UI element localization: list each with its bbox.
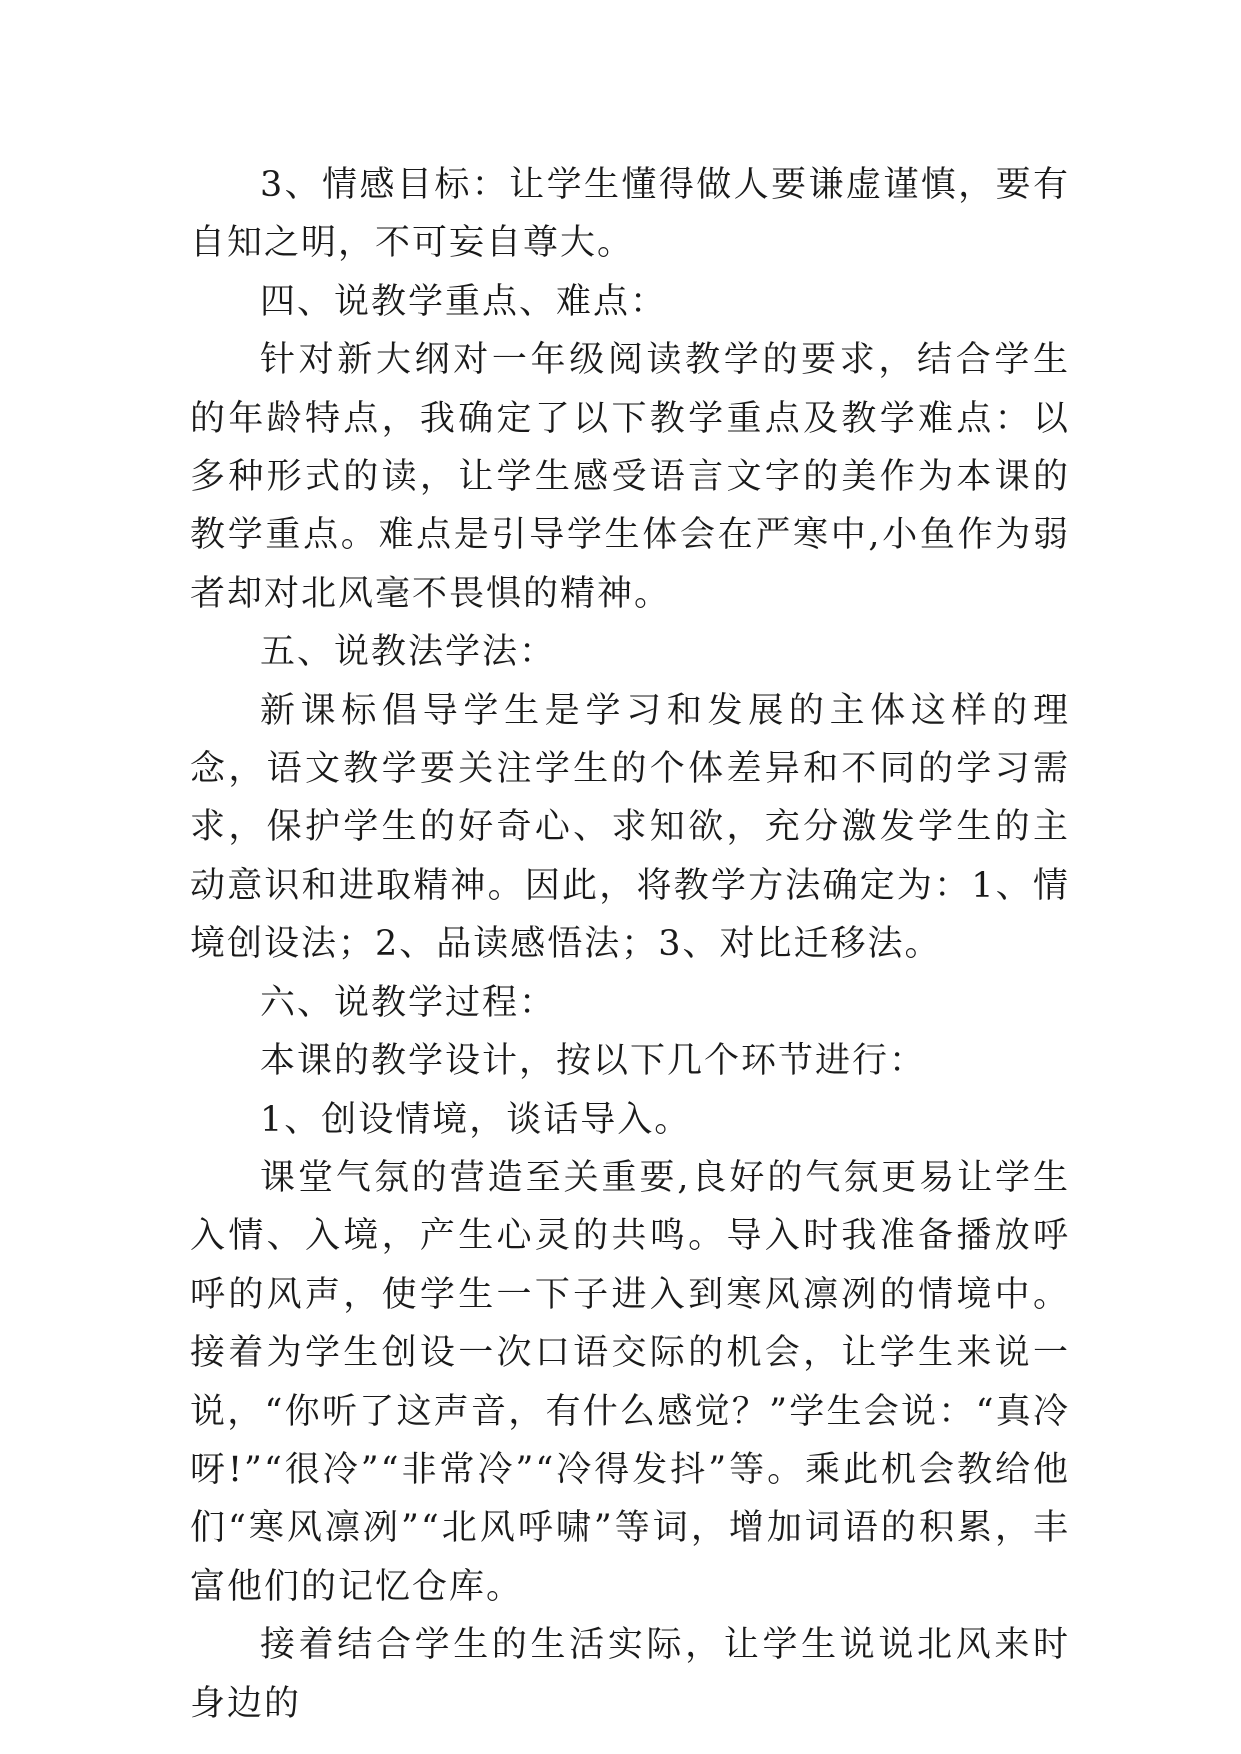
paragraph-key-points: 针对新大纲对一年级阅读教学的要求，结合学生的年龄特点，我确定了以下教学重点及教学难点：以多种形式的读，让学生感受语言文字的美作为本课的教学重点。难点是引导学生体会在严寒中,小鱼作为弱者却对北风毫不畏惧的精神。 — [190, 340, 1070, 614]
paragraph-process-intro: 本课的教学设计，按以下几个环节进行： — [260, 1041, 927, 1082]
paragraph-methods: 新课标倡导学生是学习和发展的主体这样的理念，语文教学要关注学生的个体差异和不同的学习需求，保护学生的好奇心、求知欲，充分激发学生的主动意识和进取精神。因此，将教学方法确定为：1、情境创设法；2、品读感悟法；3、对比迁移法。 — [190, 690, 1070, 965]
paragraph-step-1: 1、创设情境，谈话导入。 — [260, 1099, 692, 1140]
section-heading-process: 六、说教学过程： — [260, 982, 557, 1023]
paragraph-step-1-continue: 接着结合学生的生活实际，让学生说说北风来时身边的 — [190, 1625, 1070, 1724]
section-heading-methods: 五、说教法学法： — [260, 632, 557, 673]
section-heading-key-points: 四、说教学重点、难点： — [260, 281, 668, 322]
paragraph-emotion-goal: 3、情感目标：让学生懂得做人要谦虚谨慎，要有自知之明，不可妄自尊大。 — [190, 165, 1070, 264]
document-body — [190, 156, 1070, 1733]
paragraph-step-1-detail: 课堂气氛的营造至关重要,良好的气氛更易让学生入情、入境，产生心灵的共鸣。导入时我准备播放呼呼的风声，使学生一下子进入到寒风凛冽的情境中。接着为学生创设一次口语交际的机会，让学生来说一说，“你听了这声音，有什么感觉？”学生会说：“真冷呀!”“很冷”“非常冷”“冷得发抖”等。乘此机会教给他们“寒风凛冽”“北风呼啸”等词，增加词语的积累，丰富他们的记忆仓库。 — [190, 1157, 1070, 1607]
